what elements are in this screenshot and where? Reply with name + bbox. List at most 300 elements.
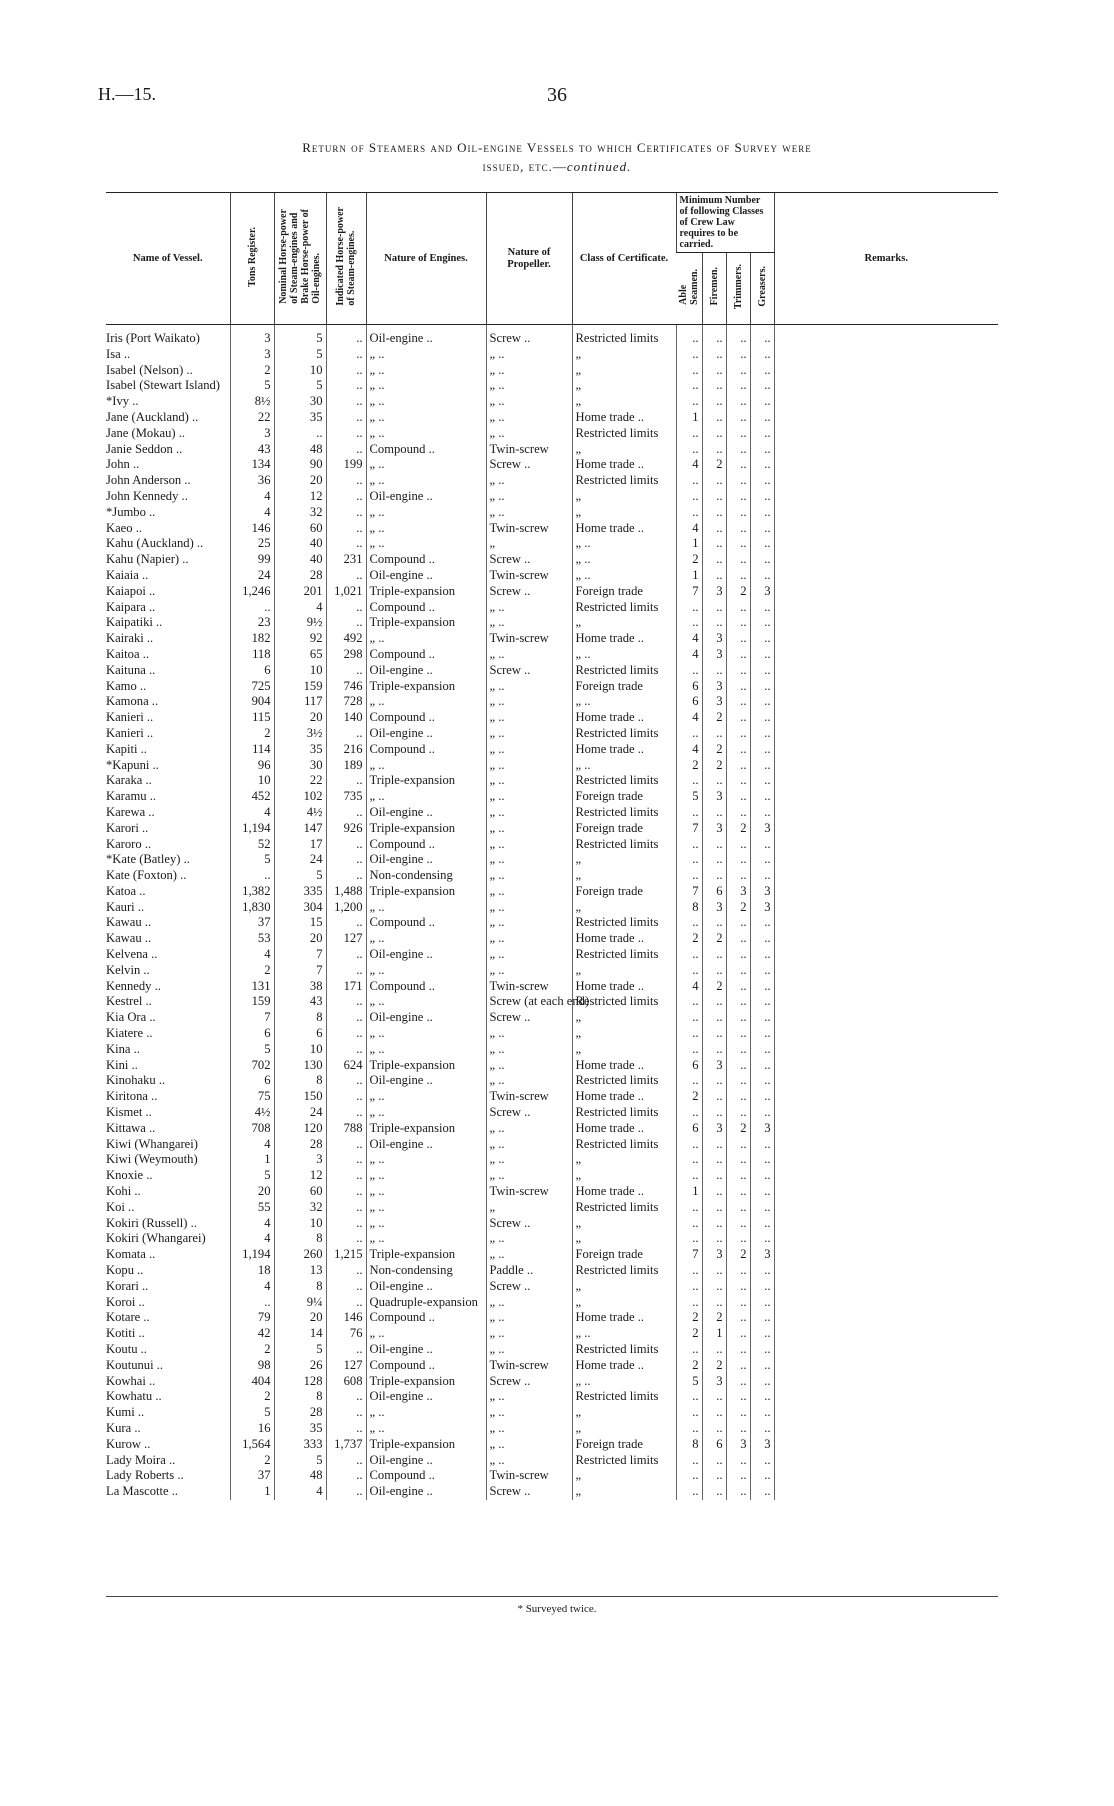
cell-tons: 5	[230, 1168, 274, 1184]
cell-trimmers: ..	[726, 1058, 750, 1074]
cell-able-seamen: ..	[676, 868, 702, 884]
cell-engine-type: Compound ..	[366, 1310, 486, 1326]
cell-nominal-hp: 35	[274, 410, 326, 426]
table-row	[106, 1168, 998, 1184]
cell-vessel-name: Kennedy ..	[106, 978, 161, 993]
cell-able-seamen: 7	[676, 584, 702, 600]
cell-engine-type: „ ..	[366, 1326, 486, 1342]
cell-trimmers: ..	[726, 1342, 750, 1358]
cell-nominal-hp: 120	[274, 1121, 326, 1137]
cell-indicated-hp: ..	[326, 615, 366, 631]
table-row	[106, 773, 998, 789]
cell-indicated-hp: ..	[326, 868, 366, 884]
table-row	[106, 868, 998, 884]
cell-engine-type: „ ..	[366, 631, 486, 647]
cell-firemen: ..	[702, 1468, 726, 1484]
cell-certificate-class: Restricted limits	[572, 947, 676, 963]
cell-able-seamen: ..	[676, 1279, 702, 1295]
table-row	[106, 457, 998, 473]
cell-certificate-class: „ ..	[572, 694, 676, 710]
cell-certificate-class: „	[572, 852, 676, 868]
cell-able-seamen: ..	[676, 1216, 702, 1232]
cell-remarks	[774, 884, 998, 900]
cell-vessel-name: Kapiti ..	[106, 741, 147, 756]
table-row	[106, 1279, 998, 1295]
cell-remarks	[774, 1310, 998, 1326]
cell-able-seamen: ..	[676, 1152, 702, 1168]
table-row	[106, 663, 998, 679]
cell-firemen: ..	[702, 1200, 726, 1216]
cell-nominal-hp: 102	[274, 789, 326, 805]
cell-firemen: ..	[702, 947, 726, 963]
cell-tons: 20	[230, 1184, 274, 1200]
cell-tons: 79	[230, 1310, 274, 1326]
table-row	[106, 1437, 998, 1453]
cell-greasers: ..	[750, 710, 774, 726]
cell-certificate-class: Home trade ..	[572, 410, 676, 426]
cell-firemen: ..	[702, 552, 726, 568]
cell-vessel-name: Kinohaku ..	[106, 1073, 166, 1088]
cell-remarks	[774, 1200, 998, 1216]
cell-engine-type: Compound ..	[366, 1358, 486, 1374]
cell-trimmers: ..	[726, 1010, 750, 1026]
cell-greasers: ..	[750, 363, 774, 379]
cell-firemen: ..	[702, 325, 726, 347]
cell-remarks	[774, 347, 998, 363]
cell-able-seamen: ..	[676, 994, 702, 1010]
cell-tons: 24	[230, 568, 274, 584]
cell-certificate-class: Home trade ..	[572, 979, 676, 995]
cell-certificate-class: „	[572, 363, 676, 379]
cell-greasers: ..	[750, 347, 774, 363]
cell-tons: 4	[230, 1279, 274, 1295]
cell-nominal-hp: 260	[274, 1247, 326, 1263]
cell-indicated-hp: 608	[326, 1374, 366, 1390]
cell-greasers: 3	[750, 584, 774, 600]
cell-propeller: „ ..	[486, 1121, 572, 1137]
cell-indicated-hp: 199	[326, 457, 366, 473]
cell-firemen: 3	[702, 694, 726, 710]
cell-nominal-hp: 60	[274, 521, 326, 537]
cell-propeller: Screw ..	[486, 1374, 572, 1390]
cell-engine-type: „ ..	[366, 1200, 486, 1216]
cell-engine-type: „ ..	[366, 347, 486, 363]
cell-trimmers: ..	[726, 931, 750, 947]
cell-indicated-hp: 140	[326, 710, 366, 726]
cell-propeller: „ ..	[486, 1310, 572, 1326]
cell-able-seamen: 2	[676, 1326, 702, 1342]
cell-trimmers: ..	[726, 789, 750, 805]
cell-vessel-name: Kanieri ..	[106, 710, 154, 725]
cell-indicated-hp: ..	[326, 994, 366, 1010]
cell-trimmers: ..	[726, 1231, 750, 1247]
cell-vessel-name: Kiwi (Whangarei)	[106, 1136, 198, 1151]
cell-propeller: Twin-screw	[486, 568, 572, 584]
cell-indicated-hp: ..	[326, 568, 366, 584]
cell-vessel-name: Lady Roberts ..	[106, 1468, 184, 1483]
cell-nominal-hp: 65	[274, 647, 326, 663]
cell-propeller: Paddle ..	[486, 1263, 572, 1279]
cell-certificate-class: „	[572, 1152, 676, 1168]
cell-firemen: ..	[702, 852, 726, 868]
cell-certificate-class: Restricted limits	[572, 473, 676, 489]
table-row	[106, 758, 998, 774]
cell-firemen: ..	[702, 1405, 726, 1421]
cell-trimmers: ..	[726, 615, 750, 631]
cell-greasers: ..	[750, 442, 774, 458]
table-row	[106, 473, 998, 489]
cell-greasers: ..	[750, 1421, 774, 1437]
cell-vessel-name: Kia Ora ..	[106, 1010, 156, 1025]
table-row	[106, 852, 998, 868]
cell-engine-type: Compound ..	[366, 647, 486, 663]
cell-able-seamen: 7	[676, 884, 702, 900]
cell-able-seamen: 6	[676, 1058, 702, 1074]
cell-remarks	[774, 821, 998, 837]
cell-nominal-hp: 4	[274, 1484, 326, 1500]
cell-nominal-hp: 60	[274, 1184, 326, 1200]
cell-certificate-class: „	[572, 1421, 676, 1437]
cell-trimmers: ..	[726, 521, 750, 537]
cell-tons: 7	[230, 1010, 274, 1026]
cell-tons: 134	[230, 457, 274, 473]
table-row	[106, 1405, 998, 1421]
cell-propeller: Twin-screw	[486, 1089, 572, 1105]
cell-engine-type: „ ..	[366, 363, 486, 379]
cell-propeller: „ ..	[486, 1389, 572, 1405]
cell-able-seamen: ..	[676, 325, 702, 347]
cell-engine-type: „ ..	[366, 963, 486, 979]
cell-indicated-hp: 728	[326, 694, 366, 710]
table-row	[106, 536, 998, 552]
cell-certificate-class: Home trade ..	[572, 521, 676, 537]
cell-propeller: Screw ..	[486, 1105, 572, 1121]
cell-nominal-hp: 8	[274, 1389, 326, 1405]
cell-trimmers: 2	[726, 900, 750, 916]
cell-engine-type: „ ..	[366, 473, 486, 489]
cell-nominal-hp: 7	[274, 947, 326, 963]
cell-engine-type: Compound ..	[366, 442, 486, 458]
cell-trimmers: ..	[726, 979, 750, 995]
cell-tons: 52	[230, 837, 274, 853]
cell-propeller: „ ..	[486, 473, 572, 489]
cell-remarks	[774, 931, 998, 947]
cell-engine-type: „ ..	[366, 1042, 486, 1058]
cell-trimmers: ..	[726, 1137, 750, 1153]
cell-remarks	[774, 1295, 998, 1311]
cell-certificate-class: Home trade ..	[572, 742, 676, 758]
cell-remarks	[774, 1168, 998, 1184]
cell-greasers: ..	[750, 457, 774, 473]
cell-remarks	[774, 615, 998, 631]
cell-indicated-hp: ..	[326, 837, 366, 853]
cell-tons: 6	[230, 1026, 274, 1042]
cell-firemen: ..	[702, 1010, 726, 1026]
cell-certificate-class: Foreign trade	[572, 884, 676, 900]
cell-engine-type: Oil-engine ..	[366, 663, 486, 679]
cell-trimmers: 2	[726, 1247, 750, 1263]
cell-certificate-class: Restricted limits	[572, 1105, 676, 1121]
cell-greasers: ..	[750, 473, 774, 489]
col-crew-header: Minimum Number of following Classes of Crew Law requires to be carried.	[676, 193, 774, 253]
cell-greasers: ..	[750, 489, 774, 505]
cell-greasers: ..	[750, 631, 774, 647]
cell-trimmers: 3	[726, 1437, 750, 1453]
cell-certificate-class: Restricted limits	[572, 1389, 676, 1405]
cell-greasers: ..	[750, 1137, 774, 1153]
cell-tons: 23	[230, 615, 274, 631]
table-row	[106, 1200, 998, 1216]
cell-vessel-name: Karamu ..	[106, 789, 157, 804]
cell-engine-type: Triple-expansion	[366, 584, 486, 600]
cell-greasers: ..	[750, 837, 774, 853]
cell-able-seamen: ..	[676, 363, 702, 379]
cell-engine-type: Triple-expansion	[366, 615, 486, 631]
cell-remarks	[774, 1137, 998, 1153]
cell-greasers: ..	[750, 1200, 774, 1216]
cell-able-seamen: 6	[676, 694, 702, 710]
cell-tons: 4½	[230, 1105, 274, 1121]
cell-tons: 452	[230, 789, 274, 805]
cell-tons: 18	[230, 1263, 274, 1279]
cell-propeller: „ ..	[486, 615, 572, 631]
cell-engine-type: Compound ..	[366, 915, 486, 931]
cell-greasers: 3	[750, 1121, 774, 1137]
cell-tons: 182	[230, 631, 274, 647]
cell-remarks	[774, 1152, 998, 1168]
cell-greasers: ..	[750, 963, 774, 979]
table-row	[106, 1263, 998, 1279]
cell-trimmers: ..	[726, 568, 750, 584]
col-engines-header: Nature of Engines.	[366, 193, 486, 325]
cell-remarks	[774, 1026, 998, 1042]
cell-greasers: 3	[750, 1437, 774, 1453]
table-row	[106, 805, 998, 821]
cell-able-seamen: ..	[676, 726, 702, 742]
cell-greasers: ..	[750, 410, 774, 426]
cell-propeller: Twin-screw	[486, 1468, 572, 1484]
cell-propeller: „ ..	[486, 1437, 572, 1453]
table-row	[106, 505, 998, 521]
cell-indicated-hp: ..	[326, 489, 366, 505]
cell-tons: 2	[230, 1342, 274, 1358]
page-number: 36	[547, 84, 567, 106]
cell-indicated-hp: 216	[326, 742, 366, 758]
cell-certificate-class: Foreign trade	[572, 1437, 676, 1453]
cell-engine-type: Compound ..	[366, 979, 486, 995]
cell-propeller: „ ..	[486, 1073, 572, 1089]
cell-vessel-name: Katoa ..	[106, 883, 146, 898]
cell-engine-type: Oil-engine ..	[366, 1484, 486, 1500]
cell-greasers: ..	[750, 1374, 774, 1390]
cell-greasers: ..	[750, 679, 774, 695]
cell-indicated-hp: 788	[326, 1121, 366, 1137]
cell-tons: 4	[230, 505, 274, 521]
cell-engine-type: Oil-engine ..	[366, 805, 486, 821]
col-firemen-header: Firemen.	[702, 253, 726, 325]
cell-remarks	[774, 1263, 998, 1279]
cell-trimmers: ..	[726, 694, 750, 710]
cell-firemen: ..	[702, 1421, 726, 1437]
table-row	[106, 378, 998, 394]
cell-engine-type: Compound ..	[366, 837, 486, 853]
cell-vessel-name: John Anderson ..	[106, 473, 191, 488]
cell-certificate-class: Foreign trade	[572, 821, 676, 837]
cell-engine-type: Triple-expansion	[366, 884, 486, 900]
cell-indicated-hp: ..	[326, 805, 366, 821]
cell-vessel-name: Karoro ..	[106, 836, 152, 851]
cell-nominal-hp: 10	[274, 363, 326, 379]
cell-trimmers: ..	[726, 1389, 750, 1405]
cell-nominal-hp: 38	[274, 979, 326, 995]
cell-propeller: „ ..	[486, 1421, 572, 1437]
cell-tons: 904	[230, 694, 274, 710]
cell-vessel-name: Kamona ..	[106, 694, 159, 709]
cell-able-seamen: 7	[676, 821, 702, 837]
table-row	[106, 631, 998, 647]
col-class-header: Class of Certificate.	[572, 193, 676, 325]
cell-nominal-hp: 24	[274, 852, 326, 868]
cell-vessel-name: Kestrel ..	[106, 994, 152, 1009]
cell-indicated-hp: ..	[326, 426, 366, 442]
cell-tons: 2	[230, 1389, 274, 1405]
cell-firemen: 2	[702, 931, 726, 947]
cell-certificate-class: „ ..	[572, 536, 676, 552]
cell-able-seamen: ..	[676, 1231, 702, 1247]
cell-able-seamen: ..	[676, 1026, 702, 1042]
cell-trimmers: ..	[726, 410, 750, 426]
cell-indicated-hp: ..	[326, 773, 366, 789]
cell-indicated-hp: 231	[326, 552, 366, 568]
cell-certificate-class: „	[572, 900, 676, 916]
table-row	[106, 1295, 998, 1311]
cell-firemen: 2	[702, 457, 726, 473]
cell-firemen: 3	[702, 900, 726, 916]
cell-certificate-class: „	[572, 963, 676, 979]
cell-able-seamen: ..	[676, 1073, 702, 1089]
cell-vessel-name: Kurow ..	[106, 1436, 151, 1451]
cell-nominal-hp: 40	[274, 552, 326, 568]
table-row	[106, 600, 998, 616]
cell-vessel-name: Komata ..	[106, 1247, 156, 1262]
table-row	[106, 710, 998, 726]
cell-firemen: ..	[702, 994, 726, 1010]
cell-trimmers: ..	[726, 631, 750, 647]
cell-certificate-class: „ ..	[572, 647, 676, 663]
cell-tons: 2	[230, 726, 274, 742]
cell-tons: 22	[230, 410, 274, 426]
cell-propeller: Screw ..	[486, 584, 572, 600]
cell-propeller: „ ..	[486, 600, 572, 616]
cell-certificate-class: „	[572, 505, 676, 521]
cell-vessel-name: Kaitoa ..	[106, 646, 150, 661]
cell-trimmers: ..	[726, 868, 750, 884]
cell-engine-type: Compound ..	[366, 600, 486, 616]
cell-vessel-name: La Mascotte ..	[106, 1484, 179, 1499]
cell-firemen: ..	[702, 1073, 726, 1089]
cell-greasers: ..	[750, 979, 774, 995]
cell-indicated-hp: 76	[326, 1326, 366, 1342]
cell-firemen: 3	[702, 647, 726, 663]
cell-tons: 43	[230, 442, 274, 458]
cell-vessel-name: Kokiri (Russell) ..	[106, 1215, 197, 1230]
cell-vessel-name: Kauri ..	[106, 899, 145, 914]
cell-tons: ..	[230, 600, 274, 616]
cell-able-seamen: ..	[676, 915, 702, 931]
cell-engine-type: „ ..	[366, 789, 486, 805]
cell-engine-type: Compound ..	[366, 710, 486, 726]
cell-greasers: ..	[750, 552, 774, 568]
cell-firemen: ..	[702, 473, 726, 489]
cell-engine-type: Triple-expansion	[366, 773, 486, 789]
cell-tons: 4	[230, 489, 274, 505]
cell-vessel-name: Korari ..	[106, 1278, 149, 1293]
cell-indicated-hp: ..	[326, 1405, 366, 1421]
cell-vessel-name: Jane (Mokau) ..	[106, 425, 186, 440]
cell-propeller: „ ..	[486, 694, 572, 710]
cell-greasers: ..	[750, 868, 774, 884]
cell-firemen: ..	[702, 868, 726, 884]
table-row	[106, 979, 998, 995]
cell-remarks	[774, 410, 998, 426]
cell-certificate-class: „	[572, 1231, 676, 1247]
cell-tons: 1	[230, 1484, 274, 1500]
cell-certificate-class: Home trade ..	[572, 1310, 676, 1326]
cell-propeller: „ ..	[486, 363, 572, 379]
cell-trimmers: ..	[726, 1358, 750, 1374]
cell-certificate-class: „	[572, 1010, 676, 1026]
cell-propeller: „ ..	[486, 868, 572, 884]
cell-propeller: „	[486, 536, 572, 552]
cell-able-seamen: 2	[676, 1358, 702, 1374]
col-propeller-header: Nature of Propeller.	[486, 193, 572, 325]
cell-vessel-name: Kowhai ..	[106, 1373, 156, 1388]
cell-remarks	[774, 1247, 998, 1263]
cell-propeller: Twin-screw	[486, 1184, 572, 1200]
cell-propeller: „ ..	[486, 505, 572, 521]
title-line-1: Return of Steamers and Oil-engine Vessels to which Certificates of Survey were	[302, 140, 812, 155]
cell-certificate-class: Restricted limits	[572, 994, 676, 1010]
cell-greasers: ..	[750, 1216, 774, 1232]
cell-remarks	[774, 1105, 998, 1121]
cell-tons: 2	[230, 963, 274, 979]
cell-remarks	[774, 852, 998, 868]
cell-firemen: ..	[702, 1168, 726, 1184]
cell-indicated-hp: ..	[326, 1137, 366, 1153]
cell-engine-type: Non-condensing	[366, 868, 486, 884]
cell-firemen: ..	[702, 378, 726, 394]
cell-able-seamen: ..	[676, 1342, 702, 1358]
cell-able-seamen: 5	[676, 1374, 702, 1390]
table-row	[106, 1247, 998, 1263]
cell-remarks	[774, 600, 998, 616]
cell-tons: 53	[230, 931, 274, 947]
cell-indicated-hp: ..	[326, 1073, 366, 1089]
cell-tons: 3	[230, 426, 274, 442]
cell-able-seamen: ..	[676, 426, 702, 442]
cell-propeller: Twin-screw	[486, 442, 572, 458]
col-greasers-header: Greasers.	[750, 253, 774, 325]
cell-remarks	[774, 442, 998, 458]
table-title	[100, 138, 1014, 176]
cell-engine-type: „ ..	[366, 426, 486, 442]
cell-certificate-class: Home trade ..	[572, 631, 676, 647]
table-row	[106, 363, 998, 379]
cell-remarks	[774, 1073, 998, 1089]
cell-nominal-hp: 15	[274, 915, 326, 931]
cell-greasers: ..	[750, 1468, 774, 1484]
cell-indicated-hp: ..	[326, 1216, 366, 1232]
